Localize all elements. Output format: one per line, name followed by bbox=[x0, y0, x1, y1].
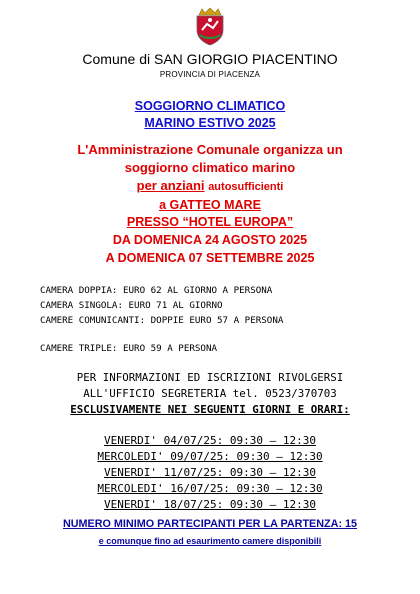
target-audience: per anziani bbox=[136, 178, 205, 193]
target-qualifier: autosufficienti bbox=[208, 181, 284, 193]
info-line-3: ESCLUSIVAMENTE NEI SEGUENTI GIORNI E ORARI: bbox=[70, 403, 350, 416]
price-single: CAMERA SINGOLA: EURO 71 AL GIORNO bbox=[40, 300, 223, 311]
schedule-item: MERCOLEDI' 16/07/25: 09:30 – 12:30 bbox=[97, 482, 323, 495]
comune-title: Comune di SAN GIORGIO PIACENTINO bbox=[82, 51, 338, 67]
hotel: PRESSO “HOTEL EUROPA” bbox=[126, 215, 294, 229]
date-to: A DOMENICA 07 SETTEMBRE 2025 bbox=[105, 251, 315, 265]
schedule-item: MERCOLEDI' 09/07/25: 09:30 – 12:30 bbox=[97, 450, 323, 463]
announcement-line-3 bbox=[0, 178, 420, 193]
title-line-2: MARINO ESTIVO 2025 bbox=[144, 116, 276, 130]
location: a GATTEO MARE bbox=[159, 198, 261, 212]
minimum-participants: NUMERO MINIMO PARTECIPANTI PER LA PARTENZA: 15 bbox=[62, 518, 358, 530]
title-line-1: SOGGIORNO CLIMATICO bbox=[134, 99, 286, 113]
schedule-item: VENERDI' 11/07/25: 09:30 – 12:30 bbox=[104, 466, 316, 479]
date-from: DA DOMENICA 24 AGOSTO 2025 bbox=[112, 233, 308, 247]
announcement-line-2: soggiorno climatico marino bbox=[124, 160, 296, 175]
price-connecting: CAMERE COMUNICANTI: DOPPIE EURO 57 A PERSONA bbox=[40, 315, 284, 326]
availability-note: e comunque fino ad esaurimento camere disponibili bbox=[98, 536, 322, 546]
schedule-item: VENERDI' 04/07/25: 09:30 – 12:30 bbox=[104, 434, 316, 447]
provincia-subtitle: PROVINCIA DI PIACENZA bbox=[159, 70, 261, 79]
announcement-line-1: L'Amministrazione Comunale organizza un bbox=[77, 142, 343, 157]
info-line-1: PER INFORMAZIONI ED ISCRIZIONI RIVOLGERSI bbox=[76, 371, 344, 384]
info-line-2: ALL'UFFICIO SEGRETERIA tel. 0523/370703 bbox=[83, 387, 337, 400]
price-double: CAMERA DOPPIA: EURO 62 AL GIORNO A PERSONA bbox=[40, 285, 273, 296]
schedule-item: VENERDI' 18/07/25: 09:30 – 12:30 bbox=[104, 498, 316, 511]
price-triple: CAMERE TRIPLE: EURO 59 A PERSONA bbox=[40, 343, 218, 354]
coat-of-arms-icon bbox=[193, 6, 227, 46]
